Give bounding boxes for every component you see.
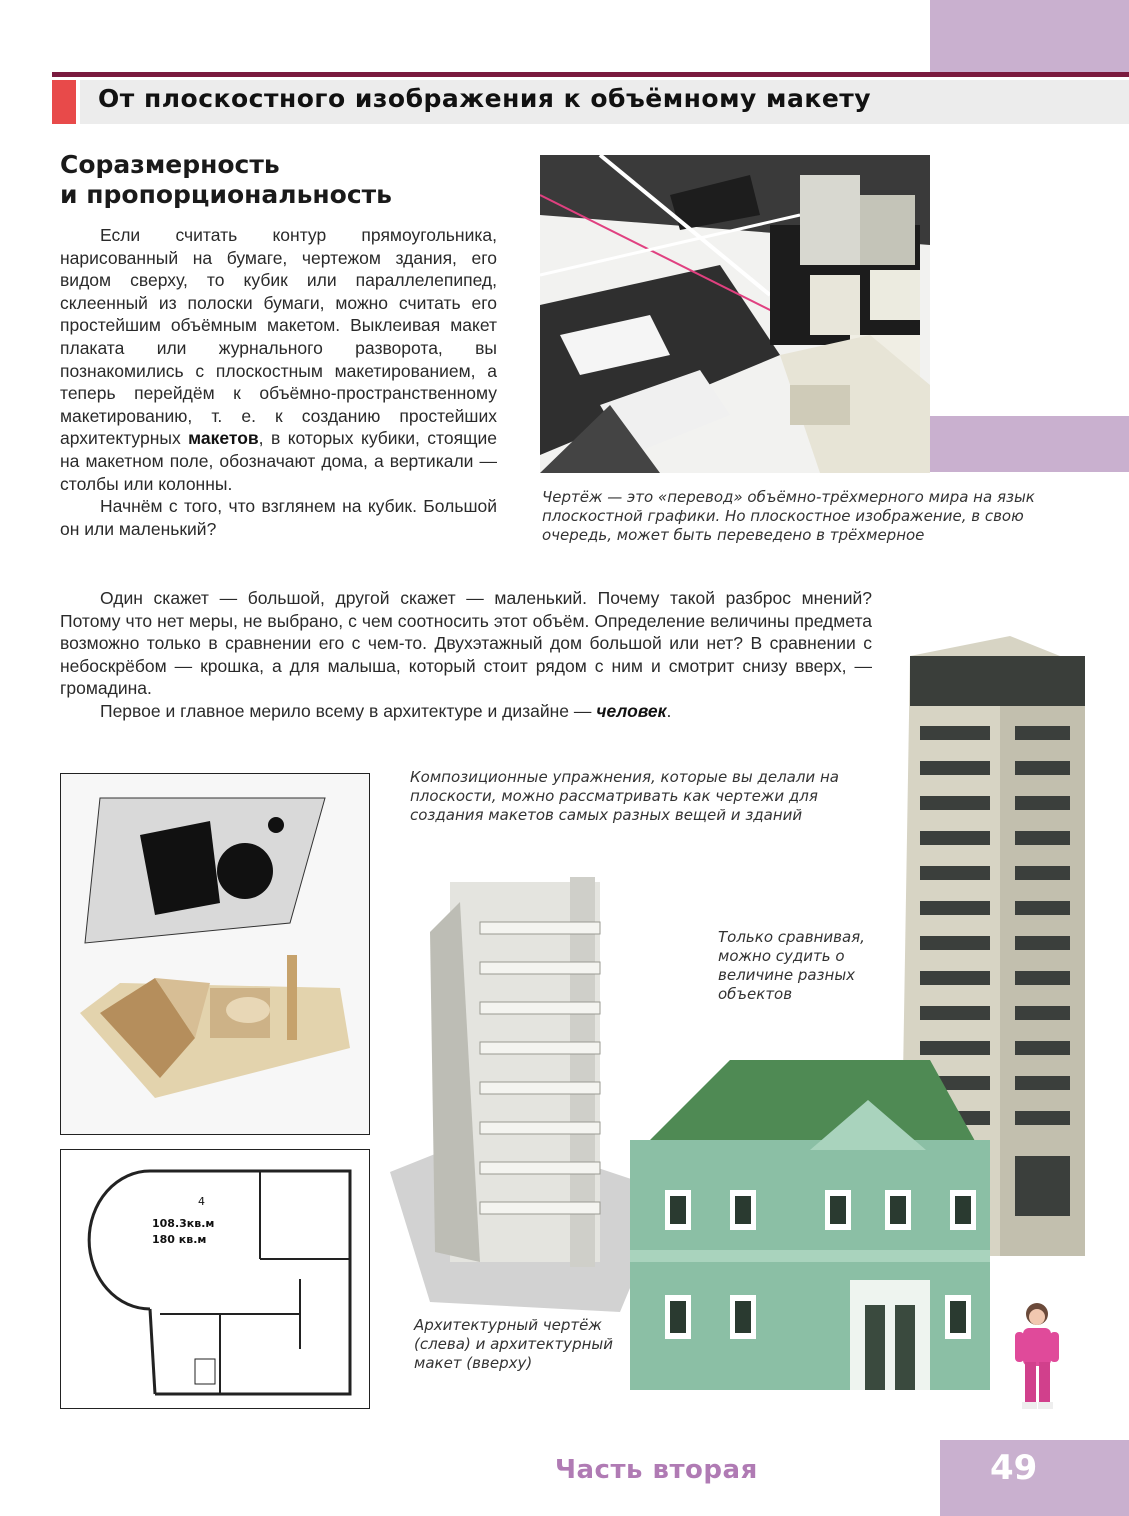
plan-area-1: 108.3кв.м xyxy=(152,1217,215,1230)
header-rule xyxy=(52,72,1129,77)
photo-two-storey-house xyxy=(610,1050,1000,1390)
caption-architectural-drawing: Архитектурный чертёж (слева) и архитектурный макет (вверху) xyxy=(414,1316,613,1372)
photo-child-figure xyxy=(1005,1300,1070,1410)
plan-area-2: 180 кв.м xyxy=(152,1233,207,1246)
keyword-human: человек xyxy=(596,700,667,721)
page-number: 49 xyxy=(990,1448,1038,1488)
page-edge-strip-middle xyxy=(930,416,1129,472)
page-edge-strip-top xyxy=(930,0,1129,75)
sub-heading-line-2: и пропорциональность xyxy=(60,180,392,209)
caption-composition-exercises: Композиционные упражнения, которые вы делали на плоскости, можно рассматривать как чертежи для создания макетов самых разных вещей и зданий xyxy=(410,768,839,824)
paragraph-4: Первое и главное мерило всему в архитектуре и дизайне — человек. xyxy=(100,700,672,721)
sub-heading-line-1: Соразмерность xyxy=(60,150,280,179)
photo-planar-to-volume-model xyxy=(540,155,930,473)
paragraph-2: Начнём с того, что взглянем на кубик. Большой он или маленький? xyxy=(60,496,497,539)
keyword-models: макетов xyxy=(188,428,259,449)
section-title: От плоскостного изображения к объёмному макету xyxy=(98,84,872,113)
part-label: Часть вторая xyxy=(555,1455,758,1485)
plan-room-number: 4 xyxy=(198,1195,205,1208)
caption-drawing-translation: Чертёж — это «перевод» объёмно-трёхмерного мира на язык плоскостной графики. Но плоскостное изображение, в свою очередь, может быть переведено в трёхмерное xyxy=(542,488,1035,544)
sub-heading xyxy=(60,150,392,210)
header-marker xyxy=(52,80,76,124)
body-text-column xyxy=(60,224,497,540)
paragraph-3: Один скажет — большой, другой скажет — маленький. Почему такой разброс мнений? Потому что нет меры, не выбрано, с чем соотносить этот объём. Определение величины предмета возможно только в сравнении его с чем-то. Двухэтажный дом большой или нет? В сравнении с небоскрёбом — крошка, а для малыша, который стоит рядом с ним и смотрит снизу вверх, — громадина. xyxy=(60,588,872,699)
body-text-wide xyxy=(60,587,872,723)
photo-composition-exercises xyxy=(60,773,370,1135)
photo-floor-plan xyxy=(60,1149,370,1409)
caption-size-comparison: Только сравнивая, можно судить о величине разных объектов xyxy=(718,928,865,1003)
paragraph-1: Если считать контур прямоугольника, нарисованный на бумаге, чертежом здания, его видом сверху, то кубик или параллелепипед, склеенный из полоски бумаги, можно считать его простейшим объёмным макетом. Выклеивая макет плаката или журнального разворота, вы познакомились с плоскостным макетированием, а теперь перейдём к объёмно-пространственному макетированию, т. е. к созданию простейших архитектурных макетов, в которых кубики, стоящие на макетном поле, обозначают дома, а вертикали — столбы или колонны. xyxy=(60,225,497,494)
